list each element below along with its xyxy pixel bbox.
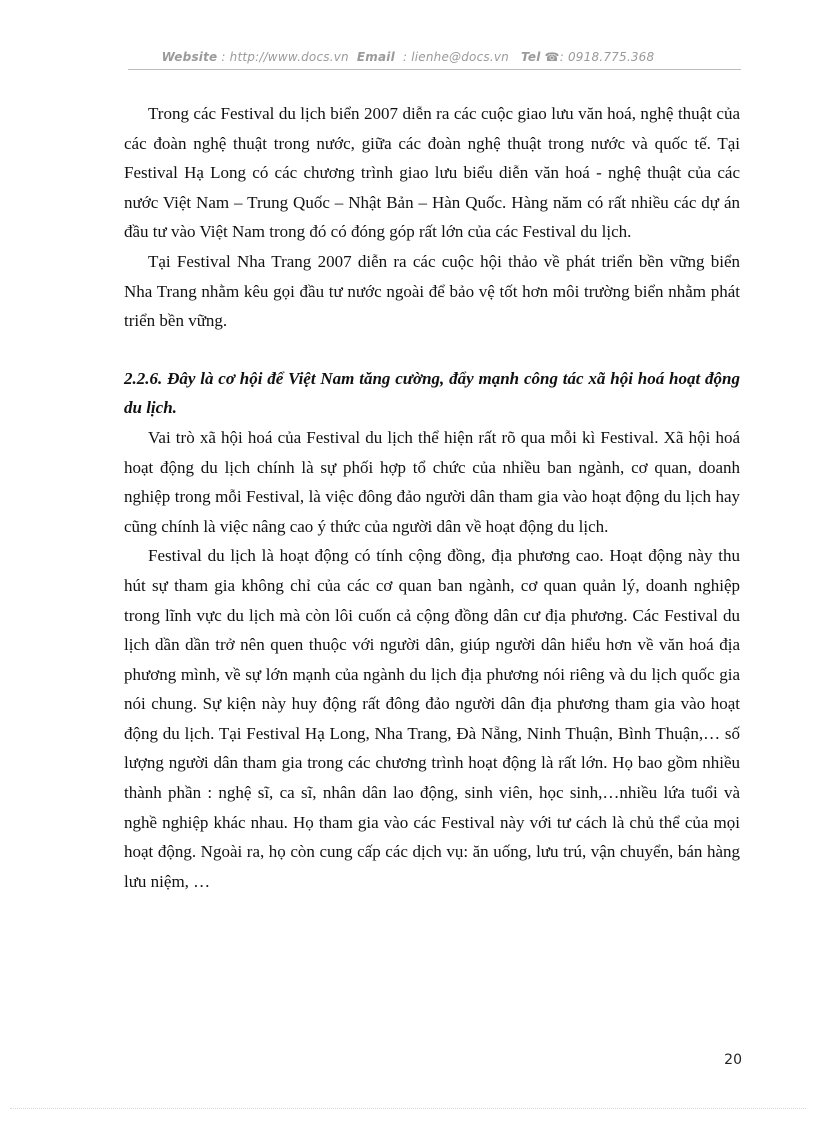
website-label: Website: [161, 50, 218, 64]
paragraph: Trong các Festival du lịch biển 2007 diễn ra các cuộc giao lưu văn hoá, nghệ thuật của các đoàn nghệ thuật trong nước, giữa các đoàn nghệ thuật trong nước và quốc tế. Tại Festival Hạ Long có các chương trình giao lưu biểu diễn văn hoá - nghệ thuật của các nước Việt Nam – Trung Quốc – Nhật Bản – Hàn Quốc. Hàng năm có rất nhiều các dự án đầu tư vào Việt Nam trong đó có đóng góp rất lớn của các Festival du lịch.: [124, 104, 740, 242]
website-url[interactable]: : http://www.docs.vn: [221, 50, 349, 64]
paragraph: Festival du lịch là hoạt động có tính cộng đồng, địa phương cao. Hoạt động này thu hút sự tham gia không chỉ của các cơ quan ban ngành, cơ quan quản lý, doanh nghiệp trong lĩnh vực du lịch mà còn lôi cuốn cả cộng đồng dân cư địa phương. Các Festival du lịch dần dần trở nên quen thuộc với người dân, giúp người dân hiểu hơn về văn hoá địa phương mình, về sự lớn mạnh của ngành du lịch địa phương nói riêng và du lịch quốc gia nói chung. Sự kiện này huy động rất đông đảo người dân địa phương tham gia vào hoạt động du lịch. Tại Festival Hạ Long, Nha Trang, Đà Nẵng, Ninh Thuận, Bình Thuận,… số lượng người dân tham gia trong các chương trình hoạt động là rất lớn. Họ bao gồm nhiều thành phần : nghệ sĩ, ca sĩ, nhân dân lao động, sinh viên, học sinh,…nhiều lứa tuổi và nghề nghiệp khác nhau. Họ tham gia vào các Festival này với tư cách là chủ thể của mọi hoạt động. Ngoài ra, họ còn cung cấp các dịch vụ: ăn uống, lưu trú, vận chuyển, bán hàng lưu niệm, …: [124, 546, 740, 891]
paragraph: Vai trò xã hội hoá của Festival du lịch thể hiện rất rõ qua mỗi kì Festival. Xã hội hoá hoạt động du lịch chính là sự phối hợp tổ chức của nhiều ban ngành, cơ quan, doanh nghiệp trong mỗi Festival, là việc đông đảo người dân tham gia vào hoạt động du lịch hay cũng chính là việc nâng cao ý thức của người dân về hoạt động du lịch.: [124, 427, 740, 536]
header-divider: [128, 69, 741, 70]
tel-label: Tel: [521, 50, 541, 64]
phone-icon: ☎: [544, 50, 560, 64]
footer-divider: [10, 1108, 806, 1109]
email-label: Email: [356, 50, 395, 64]
email-address[interactable]: : lienhe@docs.vn: [402, 50, 509, 64]
paragraph: Tại Festival Nha Trang 2007 diễn ra các cuộc hội thảo về phát triển bền vững biển Nha Trang nhằm kêu gọi đầu tư nước ngoài để bảo vệ tốt hơn môi trường biển nhằm phát triển bền vững.: [124, 251, 740, 331]
page-header: [100, 50, 716, 64]
document-body: [124, 99, 740, 896]
section-heading: 2.2.6. Đây là cơ hội để Việt Nam tăng cường, đẩy mạnh công tác xã hội hoá hoạt động du lịch.: [124, 368, 740, 418]
page-number: 20: [724, 1052, 742, 1068]
phone-number: : 0918.775.368: [559, 50, 655, 64]
